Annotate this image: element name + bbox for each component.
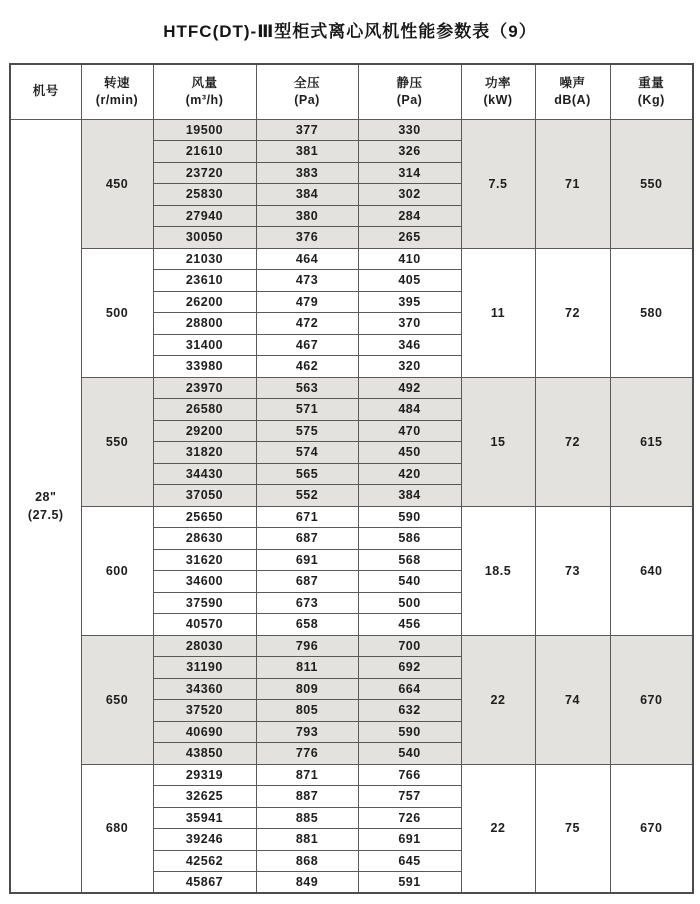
total-pressure-cell: 563 [256,377,358,399]
total-pressure-cell: 479 [256,291,358,313]
static-pressure-cell: 664 [358,678,461,700]
airflow-cell: 23720 [153,162,256,184]
table-body [10,119,693,893]
total-pressure-cell: 571 [256,399,358,421]
airflow-cell: 21030 [153,248,256,270]
power-cell: 15 [461,377,535,506]
power-cell: 22 [461,764,535,893]
total-pressure-cell: 871 [256,764,358,786]
static-pressure-cell: 726 [358,807,461,829]
airflow-cell: 30050 [153,227,256,249]
total-pressure-cell: 885 [256,807,358,829]
total-pressure-cell: 552 [256,485,358,507]
static-pressure-cell: 691 [358,829,461,851]
table-row [10,764,693,786]
noise-cell: 74 [535,635,610,764]
static-pressure-cell: 540 [358,571,461,593]
airflow-cell: 31820 [153,442,256,464]
airflow-cell: 34430 [153,463,256,485]
header-total-pressure: 全压 (Pa) [256,64,358,119]
header-airflow: 风量 (m³/h) [153,64,256,119]
static-pressure-cell: 302 [358,184,461,206]
static-pressure-cell: 284 [358,205,461,227]
total-pressure-cell: 473 [256,270,358,292]
total-pressure-cell: 658 [256,614,358,636]
weight-cell: 670 [610,764,693,893]
airflow-cell: 42562 [153,850,256,872]
total-pressure-cell: 384 [256,184,358,206]
total-pressure-cell: 687 [256,528,358,550]
total-pressure-cell: 811 [256,657,358,679]
power-cell: 7.5 [461,119,535,248]
table-row [10,119,693,141]
speed-cell: 600 [81,506,153,635]
static-pressure-cell: 265 [358,227,461,249]
header-row [10,64,693,119]
static-pressure-cell: 632 [358,700,461,722]
airflow-cell: 31620 [153,549,256,571]
static-pressure-cell: 330 [358,119,461,141]
static-pressure-cell: 346 [358,334,461,356]
speed-cell: 550 [81,377,153,506]
total-pressure-cell: 887 [256,786,358,808]
power-cell: 22 [461,635,535,764]
static-pressure-cell: 692 [358,657,461,679]
power-cell: 11 [461,248,535,377]
airflow-cell: 21610 [153,141,256,163]
airflow-cell: 29319 [153,764,256,786]
header-static-pressure: 静压 (Pa) [358,64,461,119]
airflow-cell: 37520 [153,700,256,722]
airflow-cell: 39246 [153,829,256,851]
header-speed: 转速 (r/min) [81,64,153,119]
static-pressure-cell: 384 [358,485,461,507]
airflow-cell: 37590 [153,592,256,614]
static-pressure-cell: 470 [358,420,461,442]
static-pressure-cell: 492 [358,377,461,399]
machine-no-cell: 28" (27.5) [10,119,81,893]
speed-cell: 500 [81,248,153,377]
weight-cell: 550 [610,119,693,248]
weight-cell: 580 [610,248,693,377]
static-pressure-cell: 586 [358,528,461,550]
static-pressure-cell: 757 [358,786,461,808]
total-pressure-cell: 849 [256,872,358,894]
static-pressure-cell: 645 [358,850,461,872]
table-row [10,635,693,657]
airflow-cell: 40570 [153,614,256,636]
total-pressure-cell: 691 [256,549,358,571]
table-row [10,248,693,270]
airflow-cell: 23610 [153,270,256,292]
noise-cell: 72 [535,248,610,377]
total-pressure-cell: 793 [256,721,358,743]
speed-cell: 450 [81,119,153,248]
airflow-cell: 28630 [153,528,256,550]
airflow-cell: 34360 [153,678,256,700]
weight-cell: 615 [610,377,693,506]
noise-cell: 72 [535,377,610,506]
static-pressure-cell: 320 [358,356,461,378]
static-pressure-cell: 370 [358,313,461,335]
total-pressure-cell: 464 [256,248,358,270]
airflow-cell: 40690 [153,721,256,743]
header-noise: 噪声 dB(A) [535,64,610,119]
airflow-cell: 43850 [153,743,256,765]
total-pressure-cell: 671 [256,506,358,528]
airflow-cell: 29200 [153,420,256,442]
noise-cell: 75 [535,764,610,893]
header-weight: 重量 (Kg) [610,64,693,119]
static-pressure-cell: 395 [358,291,461,313]
total-pressure-cell: 381 [256,141,358,163]
total-pressure-cell: 805 [256,700,358,722]
airflow-cell: 32625 [153,786,256,808]
static-pressure-cell: 314 [358,162,461,184]
airflow-cell: 31190 [153,657,256,679]
speed-cell: 650 [81,635,153,764]
static-pressure-cell: 405 [358,270,461,292]
airflow-cell: 27940 [153,205,256,227]
table-row [10,377,693,399]
static-pressure-cell: 700 [358,635,461,657]
weight-cell: 670 [610,635,693,764]
total-pressure-cell: 673 [256,592,358,614]
airflow-cell: 45867 [153,872,256,894]
airflow-cell: 31400 [153,334,256,356]
speed-cell: 680 [81,764,153,893]
total-pressure-cell: 574 [256,442,358,464]
airflow-cell: 26580 [153,399,256,421]
static-pressure-cell: 326 [358,141,461,163]
noise-cell: 73 [535,506,610,635]
header-machine-no: 机号 [10,64,81,119]
airflow-cell: 19500 [153,119,256,141]
static-pressure-cell: 591 [358,872,461,894]
page-title: HTFC(DT)-Ⅲ型柜式离心风机性能参数表（9） [163,22,537,41]
total-pressure-cell: 383 [256,162,358,184]
table-row [10,506,693,528]
airflow-cell: 25650 [153,506,256,528]
static-pressure-cell: 590 [358,506,461,528]
header-power: 功率 (kW) [461,64,535,119]
airflow-cell: 35941 [153,807,256,829]
total-pressure-cell: 377 [256,119,358,141]
total-pressure-cell: 881 [256,829,358,851]
noise-cell: 71 [535,119,610,248]
static-pressure-cell: 500 [358,592,461,614]
total-pressure-cell: 380 [256,205,358,227]
total-pressure-cell: 376 [256,227,358,249]
airflow-cell: 25830 [153,184,256,206]
total-pressure-cell: 809 [256,678,358,700]
weight-cell: 640 [610,506,693,635]
static-pressure-cell: 450 [358,442,461,464]
static-pressure-cell: 410 [358,248,461,270]
total-pressure-cell: 472 [256,313,358,335]
total-pressure-cell: 462 [256,356,358,378]
fan-performance-table [9,63,694,894]
airflow-cell: 33980 [153,356,256,378]
static-pressure-cell: 456 [358,614,461,636]
airflow-cell: 34600 [153,571,256,593]
power-cell: 18.5 [461,506,535,635]
static-pressure-cell: 568 [358,549,461,571]
static-pressure-cell: 590 [358,721,461,743]
airflow-cell: 26200 [153,291,256,313]
static-pressure-cell: 484 [358,399,461,421]
total-pressure-cell: 687 [256,571,358,593]
airflow-cell: 28030 [153,635,256,657]
total-pressure-cell: 868 [256,850,358,872]
static-pressure-cell: 766 [358,764,461,786]
total-pressure-cell: 796 [256,635,358,657]
total-pressure-cell: 575 [256,420,358,442]
total-pressure-cell: 467 [256,334,358,356]
static-pressure-cell: 420 [358,463,461,485]
airflow-cell: 23970 [153,377,256,399]
airflow-cell: 37050 [153,485,256,507]
static-pressure-cell: 540 [358,743,461,765]
total-pressure-cell: 776 [256,743,358,765]
total-pressure-cell: 565 [256,463,358,485]
airflow-cell: 28800 [153,313,256,335]
table-header [10,64,693,119]
